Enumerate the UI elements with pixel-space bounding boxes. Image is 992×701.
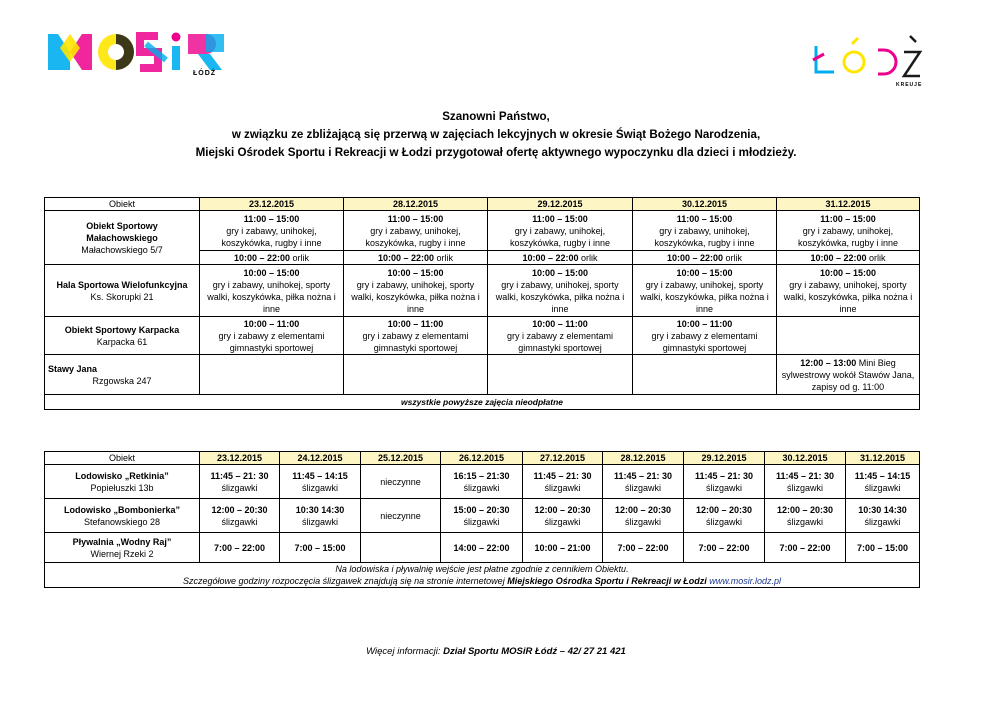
skating-cell [765,465,846,499]
skating-cell [684,499,765,533]
activity: gry i zabawy, unihokej, sporty walki, koszykówka, piłka nożna i inne [783,279,913,314]
activity: ślizgawki [786,516,823,527]
schedule-cell [633,211,777,251]
website-link[interactable]: www.mosir.lodz.pl [709,576,781,586]
time: 12:00 – 20:30 [534,504,591,515]
header-date: 31.12.2015 [777,198,920,211]
pool-cell: 10:00 – 21:00 [523,533,603,563]
object-bombonierka [45,499,200,533]
time: 10:30 14:30 [858,504,907,515]
schedule-cell [488,211,633,251]
lodz-logo-subtitle: KREUJE [896,82,923,88]
schedule-cell [633,317,777,355]
object-address: Stefanowskiego 28 [83,516,161,527]
intro-line-3: Miejski Ośrodek Sportu i Rekreacji w Łodzi przygotował ofertę aktywnego wypoczynku dla dzieci i młodzieży. [195,146,797,159]
activity: ślizgawki [463,516,500,527]
schedule-cell [777,265,920,317]
activity: gry i zabawy z elementami gimnastyki sportowej [506,330,614,353]
time: 11:45 – 21: 30 [533,470,592,481]
pool-cell: 7:00 – 22:00 [200,533,280,563]
intro-line-2: w związku ze zbliżającą się przerwą w zajęciach lekcyjnych w okresie Świąt Bożego Narodzenia, [231,128,761,141]
header-date: 24.12.2015 [280,452,361,465]
schedule-cell [200,211,344,251]
time: 11:45 – 21: 30 [775,470,835,481]
time: 10:00 – 22:00 [810,252,867,263]
pool-cell [361,533,441,563]
footer-label: Więcej informacji: [366,646,441,657]
activity: ślizgawki [864,482,901,493]
time: 12:00 – 13:00 [800,357,857,368]
pool-cell: 7:00 – 22:00 [684,533,765,563]
activity: ślizgawki [221,516,258,527]
object-address: Rzgowska 247 [92,375,152,386]
skating-cell [846,499,920,533]
activity: orlik [581,252,598,263]
time: 10:00 – 11:00 [387,318,444,329]
header-date: 23.12.2015 [200,198,344,211]
time: 10:00 – 22:00 [233,252,290,263]
time: 12:00 – 20:30 [695,504,753,515]
object-retkinia [45,465,200,499]
closed-label: nieczynne [380,510,421,521]
time: 10:00 – 15:00 [531,267,589,278]
object-malachowskiego [45,211,200,265]
time: 11:00 – 15:00 [387,213,444,224]
time: 10:00 – 15:00 [387,267,444,278]
schedule-cell [633,265,777,317]
orlik-cell [200,251,344,265]
activity: ślizgawki [864,516,901,527]
object-name: Stawy Jana [48,363,98,374]
skating-cell [280,465,361,499]
schedule-cell [344,211,488,251]
activities-table [44,197,920,410]
header-date: 28.12.2015 [603,452,684,465]
activity: ślizgawki [705,516,742,527]
pool-cell: 14:00 – 22:00 [441,533,523,563]
activity: gry i zabawy, unihokej, sporty walki, koszykówka, piłka nożna i inne [207,279,336,314]
activity: orlik [436,252,454,263]
activity: gry i zabawy z elementami gimnastyki sportowej [362,330,469,353]
schedule-cell [488,265,633,317]
activity: ślizgawki [786,482,823,493]
object-name: Lodowisko „Retkinia” [75,470,169,481]
skating-cell [280,499,361,533]
pool-cell: 7:00 – 22:00 [765,533,846,563]
time: 15:00 – 20:30 [453,504,510,515]
schedule-cell [344,265,488,317]
activity: gry i zabawy, unihokej, sporty walki, koszykówka, piłka nożna i inne [495,279,625,314]
time: 11:00 – 15:00 [243,213,300,224]
time: 10:00 – 22:00 [522,252,579,263]
orlik-cell [488,251,633,265]
skating-cell [603,499,684,533]
orlik-cell [633,251,777,265]
activity: ślizgawki [624,482,661,493]
skating-cell [441,465,523,499]
note-details-text: Szczegółowe godziny rozpoczęcia ślizgawek znajdują się na stronie internetowej [183,576,505,586]
time: 10:00 – 11:00 [676,318,733,329]
object-address: Wiernej Rzeki 2 [90,548,154,559]
time: 10:00 – 11:00 [243,318,300,329]
skating-cell [603,465,684,499]
schedule-cell [200,317,344,355]
time: 10:00 – 15:00 [676,267,733,278]
skating-cell [846,465,920,499]
header-date: 23.12.2015 [200,452,280,465]
ice-rink-pool-table [44,451,920,588]
skating-cell [684,465,765,499]
activity: gry i zabawy, unihokej, sporty walki, koszykówka, piłka nożna i inne [640,279,769,314]
schedule-cell [200,265,344,317]
activity: ślizgawki [463,482,500,493]
note-paid: Na lodowiska i pływalnię wejście jest płatne zgodnie z cennikiem Obiektu. [335,564,629,574]
intro-line-1: Szanowni Państwo, [442,110,550,123]
empty-cell [777,317,920,355]
activity: gry i zabawy, unihokej, koszykówka, rugby i inne [797,225,899,248]
time: 11:00 – 15:00 [676,213,733,224]
object-wodny-raj [45,533,200,563]
skating-cell [200,465,280,499]
free-activities-note: wszystkie powyższe zajęcia nieodpłatne [45,395,920,410]
activity: gry i zabawy, unihokej, sporty walki, koszykówka, piłka nożna i inne [351,279,480,314]
closed-cell [361,465,441,499]
time: 11:45 – 14:15 [854,470,911,481]
pool-cell: 7:00 – 15:00 [846,533,920,563]
lodz-kreuje-logo [812,32,927,82]
time: 11:45 – 21: 30 [694,470,754,481]
header-object: Obiekt [45,198,200,211]
activity: gry i zabawy z elementami gimnastyki sportowej [218,330,325,353]
time: 10:00 – 15:00 [243,267,300,278]
activity: ślizgawki [301,482,338,493]
activity: ślizgawki [544,516,581,527]
empty-cell [488,355,633,395]
object-address: Popiełuszki 13b [90,482,154,493]
header-date: 30.12.2015 [633,198,777,211]
object-karpacka [45,317,200,355]
closed-label: nieczynne [380,476,421,487]
event-cell [777,355,920,395]
note-details [45,575,919,587]
empty-cell [344,355,488,395]
header-date: 26.12.2015 [441,452,523,465]
footer-contact: Dział Sportu MOSiR Łódź – 42/ 27 21 421 [443,646,626,657]
time: 10:00 – 22:00 [377,252,434,263]
header-date: 25.12.2015 [361,452,441,465]
schedule-cell [344,317,488,355]
time: 10:00 – 22:00 [666,252,723,263]
header-date: 31.12.2015 [846,452,920,465]
time: 12:00 – 20:30 [211,504,268,515]
skating-cell [523,465,603,499]
mosir-logo-subtitle: ŁÓDŹ [193,70,217,77]
object-name: Pływalnia „Wodny Raj” [72,536,172,547]
pool-cell: 7:00 – 22:00 [603,533,684,563]
header-date: 27.12.2015 [523,452,603,465]
skating-cell [441,499,523,533]
header-date: 29.12.2015 [488,198,633,211]
activity: gry i zabawy z elementami gimnastyki sportowej [651,330,758,353]
header-date: 28.12.2015 [344,198,488,211]
skating-cell [523,499,603,533]
time: 10:00 – 11:00 [532,318,588,329]
time: 12:00 – 20:30 [614,504,672,515]
activity: gry i zabawy, unihokej, koszykówka, rugby i inne [654,225,755,248]
activity: ślizgawki [624,516,661,527]
object-address: Karpacka 61 [96,336,148,347]
time: 10:30 14:30 [295,504,345,515]
object-hala-sportowa [45,265,200,317]
header-date: 30.12.2015 [765,452,846,465]
empty-cell [633,355,777,395]
activity: ślizgawki [221,482,258,493]
activity: ślizgawki [705,482,742,493]
time: 10:00 – 15:00 [819,267,877,278]
time: 11:00 – 15:00 [532,213,588,224]
skating-cell [765,499,846,533]
activity: orlik [292,252,310,263]
schedule-cell [777,211,920,251]
activity: ślizgawki [301,516,338,527]
activity: ślizgawki [544,482,581,493]
object-name: Hala Sportowa Wielofunkcyjna [56,279,188,290]
header-object: Obiekt [45,452,200,465]
activity: gry i zabawy, unihokej, koszykówka, rugby i inne [221,225,322,248]
activity: orlik [869,252,886,263]
object-name: Obiekt Sportowy Karpacka [64,324,180,335]
paid-entry-note [45,563,920,588]
object-stawy-jana [45,355,200,395]
activity: gry i zabawy, unihokej, koszykówka, rugby i inne [509,225,611,248]
object-address: Ks. Skorupki 21 [90,291,154,302]
activity: gry i zabawy, unihokej, koszykówka, rugby i inne [365,225,466,248]
object-name: Lodowisko „Bombonierka” [63,504,180,515]
activity: orlik [725,252,743,263]
empty-cell [200,355,344,395]
orlik-cell [344,251,488,265]
intro-text [0,108,992,162]
time: 11:45 – 21: 30 [210,470,269,481]
note-details-org: Miejskiego Ośrodka Sportu i Rekreacji w Łodzi [507,576,707,586]
skating-cell [200,499,280,533]
time: 11:45 – 14:15 [292,470,348,481]
schedule-cell [488,317,633,355]
orlik-cell [777,251,920,265]
closed-cell [361,499,441,533]
time: 11:45 – 21: 30 [613,470,673,481]
object-name: Małachowskiego [86,232,158,243]
footer-info [0,646,992,657]
object-address: Małachowskiego 5/7 [81,244,163,255]
time: 12:00 – 20:30 [776,504,834,515]
time: 16:15 – 21:30 [453,470,510,481]
activity: Mini Bieg sylwestrowy wokół Stawów Jana, zapisy od g. 11:00 [781,357,915,392]
header-date: 29.12.2015 [684,452,765,465]
time: 11:00 – 15:00 [820,213,876,224]
object-name: Obiekt Sportowy [86,220,158,231]
pool-cell: 7:00 – 15:00 [280,533,361,563]
